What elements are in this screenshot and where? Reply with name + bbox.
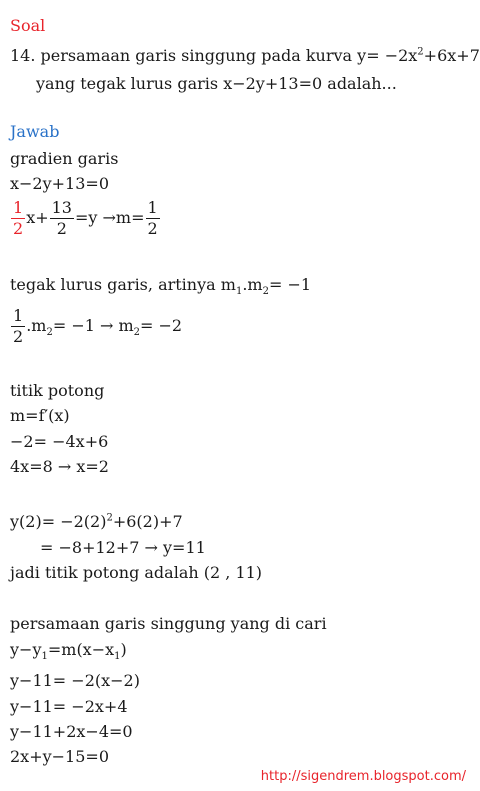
point-slope-formula: $y-y_1=m(x-x_1)$ <box>10 640 127 663</box>
question-exponent: 2 <box>417 46 424 58</box>
question-line-1 <box>10 46 480 66</box>
equation-line: 4x=8 → x=2 <box>10 457 109 476</box>
fraction-half: $\frac{1}{2}$ <box>13 306 24 346</box>
gradien-heading: gradien garis <box>10 149 119 168</box>
question-text-1b: +6x+7 <box>423 46 480 65</box>
question-text-1a: persamaan garis singgung pada kurva y= −2x <box>40 46 418 65</box>
tangent-heading: persamaan garis singgung yang di cari <box>10 614 327 633</box>
fraction-m: $\frac{1}{2}$ <box>147 198 158 238</box>
perpendicular-condition: tegak lurus garis, artinya $m_1.m_2= -1$ <box>10 275 312 298</box>
question-number: 14. <box>10 46 36 65</box>
intersection-point-line: jadi titik potong adalah (2 , 11) <box>10 563 263 582</box>
soal-label: Soal <box>10 16 46 35</box>
gradient-eq-end: =y →m= <box>74 208 145 227</box>
equation-line: −2= −4x+6 <box>10 432 109 451</box>
equation-line: x−2y+13=0 <box>10 174 109 193</box>
gradient-eq-mid: x+ <box>26 208 49 227</box>
y-of-2-result: = −8+12+7 → y=11 <box>40 538 206 557</box>
jawab-label: Jawab <box>10 122 60 141</box>
fraction-half-red: $\frac{1}{2}$ <box>13 198 24 238</box>
equation-line: y−11= −2(x−2) <box>10 671 140 690</box>
derivative-line: m=f′(x) <box>10 406 70 425</box>
y-of-2-line: $y(2)= -2(2)^2+6(2)+7$ <box>10 512 183 531</box>
m2-equation: $\frac{1}{2}$ $.m_2= -1 \to m_2= -2$ <box>13 306 183 346</box>
gradient-equation <box>10 198 161 239</box>
footer-url-link[interactable]: http://sigendrem.blogspot.com/ <box>260 769 466 784</box>
titik-potong-heading: titik potong <box>10 381 105 400</box>
question-line-2: yang tegak lurus garis x−2y+13=0 adalah... <box>36 74 397 93</box>
fraction-thirteen-half: $\frac{13}{2}$ <box>51 198 72 238</box>
final-answer: 2x+y−15=0 <box>10 747 109 766</box>
equation-line: y−11+2x−4=0 <box>10 722 133 741</box>
equation-line: y−11= −2x+4 <box>10 697 128 716</box>
